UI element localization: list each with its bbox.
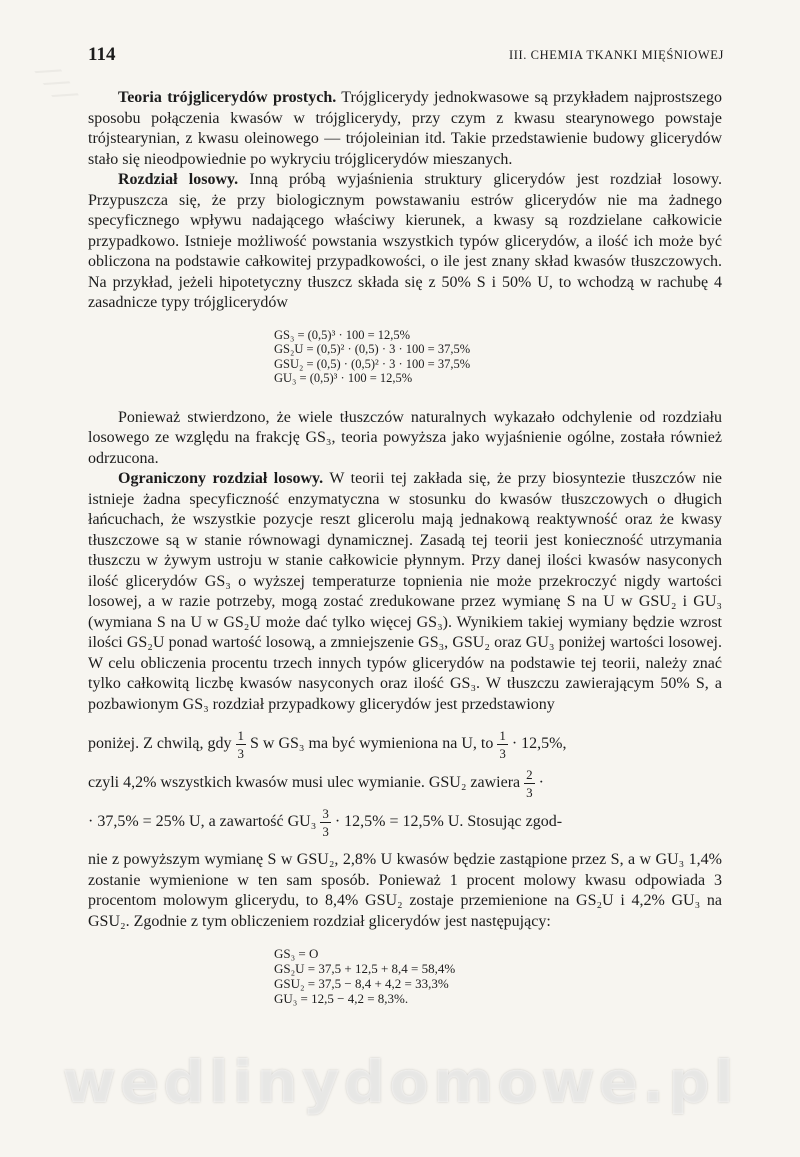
equation-line: GSU₂ = (0,5) · (0,5)² · 3 · 100 = 37,5%: [274, 356, 471, 371]
fraction-denominator: 3: [237, 746, 245, 761]
equation-line: GSU₂ = 37,5 − 8,4 + 4,2 = 33,3%: [274, 976, 449, 991]
fraction-numerator: 1: [237, 728, 245, 743]
running-head: III. CHEMIA TKANKI MIĘŚNIOWEJ: [508, 48, 724, 62]
fraction: [497, 729, 508, 760]
equation-line: GU₃ = (0,5)³ · 100 = 12,5%: [274, 371, 413, 385]
paragraph-exchange-calculation: nie z powyższym wymianę S w GSU₂, 2,8% U kwasów będzie zastąpione przez S, a w GU₃ 1,4% zostanie wymienione w ten sam sposób. Ponieważ 1 procent molowy kwasu odpowiada 3 procentom molowym glicerydu, to 8,4% GSU₂ zostaje przemienione na GS₂U i 4,2% GU₃ na GSU₂. Zgodnie z tym obliczeniem rozdział glicerydów jest następujący:: [88, 851, 722, 930]
math-line-2: [88, 768, 722, 799]
math-text: · 12,5%,: [511, 735, 567, 753]
paragraph-rejection: Ponieważ stwierdzono, że wiele tłuszczów naturalnych wykazało odchylenie od rozdziału losowego ze względu na frakcję GS₃, teoria powyższa jako wyjaśnienie ogólne, została również odrzucona.: [88, 408, 722, 467]
body-text: [88, 88, 722, 1028]
math-line-3: [88, 807, 722, 838]
section-title: Ograniczony rozdział losowy.: [118, 470, 324, 487]
equation-line: GU₃ = 12,5 − 4,2 = 8,3%.: [274, 991, 409, 1006]
section-title: Teoria trójglicerydów prostych.: [118, 89, 337, 106]
math-line-1: [88, 729, 722, 760]
paragraph-text: Inną próbą wyjaśnienia struktury glicerydów jest rozdział losowy. Przypuszcza się, że przy biologicznym powstawaniu estrów glicerydów nie ma żadnego specyficznego wpływu nadającego właściwy kierunek, a kwasy są rozdzielane całkowicie przypadkowo. Istnieje możliwość powstania wszystkich typów glicerydów, a ilość ich może być obliczona na podstawie całkowitej przypadkowości, o ile jest znany skład kwasów tłuszczowych. Na przykład, jeżeli hipotetyczny tłuszcz składa się z 50% S i 50% U, to wchodzą w rachubę 4 zasadnicze typy trójglicerydów: [88, 171, 723, 311]
math-text: czyli 4,2% wszystkich kwasów musi ulec wymianie. GSU₂ zawiera: [88, 774, 521, 792]
paragraph-text: W teorii tej zakłada się, że przy biosyntezie tłuszczów nie istnieje żadna specyficzność enzymatyczna w stosunku do kwasów tłuszczowych o długich łańcuchach, że wszystkie pozycje reszt glicerolu mają jednakową reaktywność oraz że kwasy tłuszczowe są w stanie równowagi dynamicznej. Zasadą tej teorii jest konieczność utrzymania tłuszczu w żywym ustroju w stanie całkowicie płynnym. Przy danej ilości kwasów nasyconych ilość glicerydów GS₃ o wyższej temperaturze topnienia nie może przekroczyć nigdy wartości losowej, a w razie potrzeby, mogą zostać zredukowane przez wymianę S na U w GSU₂ i GU₃ (wymiana S na U w GS₂U może dać tylko więcej GS₃). Wynikiem takiej wymiany będzie wzrost ilości GS₂U ponad wartość losową, a zmniejszenie GS₃, GSU₂ oraz GU₃ poniżej wartości losowej. W celu obliczenia procentu trzech innych typów glicerydów na podstawie tej teorii, należy znać tylko całkowitą liczbę kwasów nasyconych oraz ilość GS₃. W tłuszczu zawierającym 50% S, a pozbawionym GS₃ rozdział przypadkowy glicerydów jest przedstawiony: [88, 470, 723, 713]
fraction-numerator: 3: [322, 806, 329, 821]
paragraph-simple-triglycerides: [88, 88, 722, 170]
equation-line: GS₂U = (0,5)² · (0,5) · 3 · 100 = 37,5%: [274, 342, 471, 356]
equation-block-random: [274, 328, 722, 386]
diagonal-watermark-pattern: ⁄ ⁄ ⁄: [31, 60, 80, 109]
page-number: 114: [88, 44, 116, 65]
fraction-denominator: 3: [322, 824, 329, 839]
math-text: · 37,5% = 25% U, a zawartość GU₃: [88, 813, 317, 831]
site-watermark: wedlinydomowe.pl: [62, 1048, 738, 1116]
equation-line: GS₃ = O: [274, 946, 319, 961]
section-title: Rozdział losowy.: [118, 171, 239, 188]
math-text: S w GS₃ ma być wymieniona na U, to: [250, 735, 494, 753]
fraction-numerator: 2: [526, 767, 533, 782]
math-text: · 12,5% = 12,5% U. Stosując zgod-: [334, 813, 563, 831]
paragraph-limited-random: [88, 469, 722, 715]
equation-line: GS₂U = 37,5 + 12,5 + 8,4 = 58,4%: [274, 961, 456, 976]
fraction: [524, 768, 535, 799]
fraction-denominator: 3: [499, 746, 506, 761]
fraction-denominator: 3: [526, 785, 533, 800]
fraction-numerator: 1: [499, 728, 506, 743]
paragraph-random-distribution: [88, 170, 722, 314]
fraction: [236, 729, 247, 760]
page-header: [88, 44, 724, 68]
paragraph-text: Trójglicerydy jednokwasowe są przykładem najprostszego sposobu połączenia kwasów w trójglicerydy, przy czym z kwasu stearynowego powstaje trójstearynian, z kwasu oleinowego — trójoleinian itd. Takie przedstawienie budowy glicerydów stało się nieodpowiednie po wykryciu trójglicerydów mieszanych.: [88, 89, 723, 168]
math-text: poniżej. Z chwilą, gdy: [88, 735, 232, 753]
equation-line: GS₃ = (0,5)³ · 100 = 12,5%: [274, 327, 411, 342]
fraction: [320, 807, 331, 838]
equation-block-limited: [274, 946, 722, 1006]
math-text: ·: [538, 774, 544, 792]
